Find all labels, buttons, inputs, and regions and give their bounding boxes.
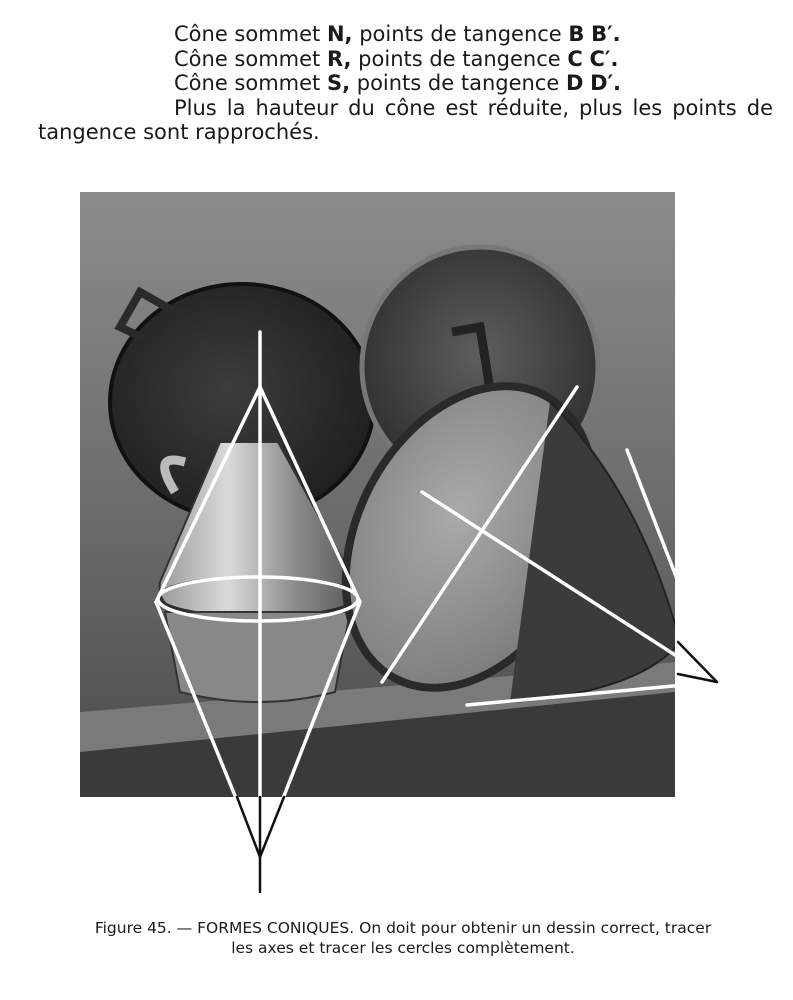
text-line-n: Cône sommet N, points de tangence B B′. xyxy=(174,22,621,46)
paragraph: Plus la hauteur du cône est réduite, plus les points de tangence sont rapprochés. xyxy=(38,95,773,144)
photo-conical-cookware-icon xyxy=(80,192,723,899)
body-text xyxy=(38,22,773,145)
figure-caption: Figure 45. — FORMES CONIQUES. On doit pour obtenir un dessin correct, tracer les axes et tracer les cercles complètement. xyxy=(94,919,712,957)
text-line-r: Cône sommet R, points de tangence C C′. xyxy=(174,46,619,71)
figure-photo xyxy=(80,192,723,899)
text-line-s: Cône sommet S, points de tangence D D′. xyxy=(174,71,622,95)
figure-label: Figure 45. xyxy=(94,919,172,937)
figure-title: FORMES CONIQUES. xyxy=(197,919,355,937)
